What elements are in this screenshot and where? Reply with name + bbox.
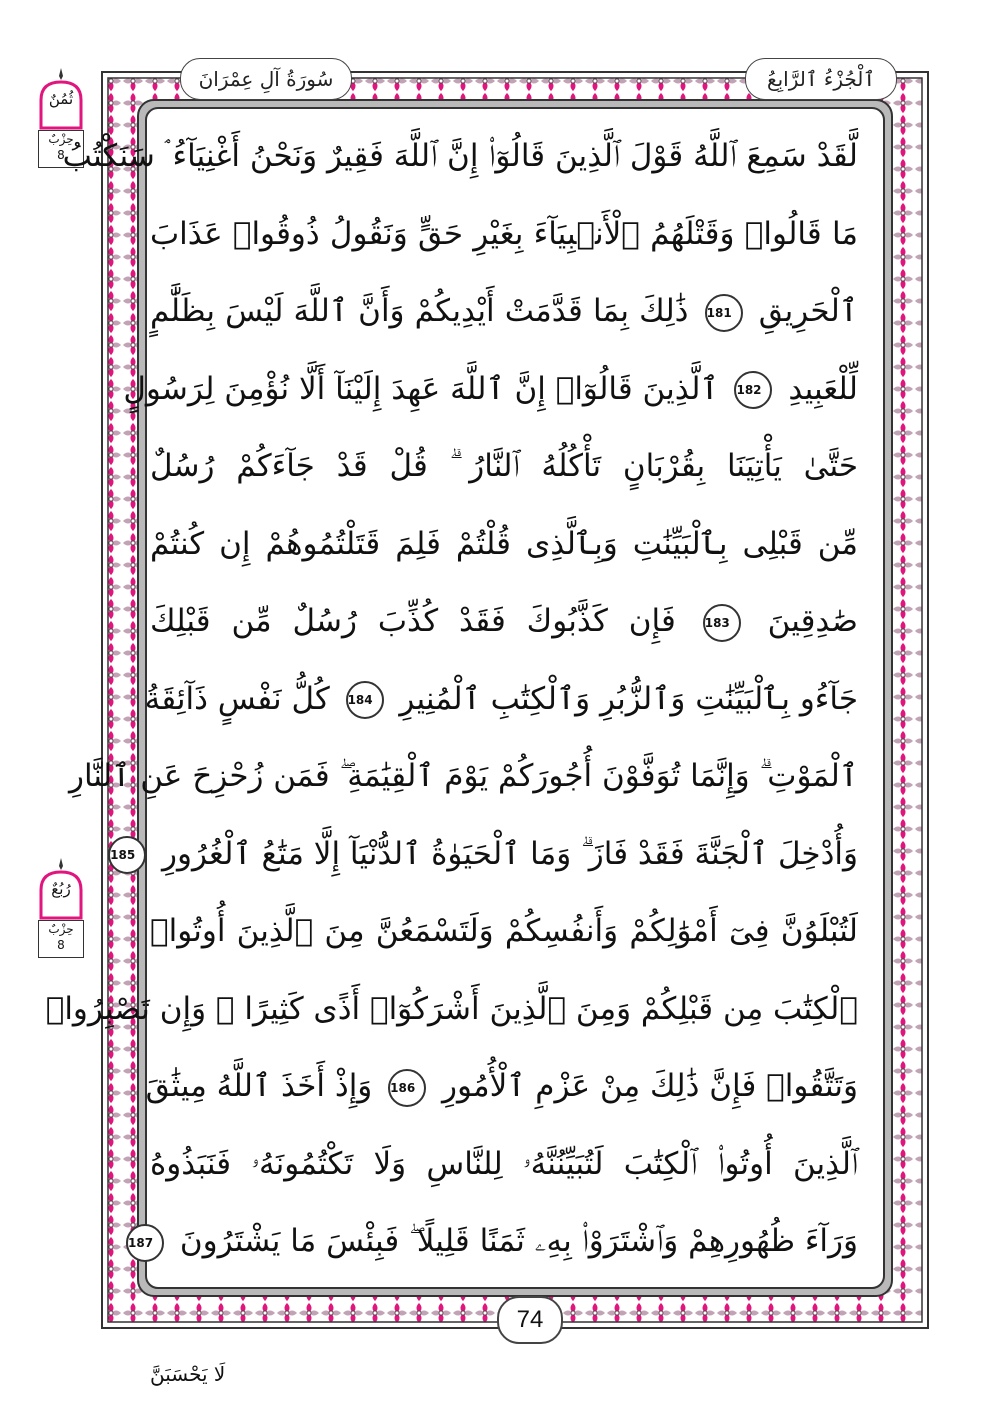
hizb-number: 8 <box>57 938 65 952</box>
marker-label: ثُمُنٌ <box>48 90 74 108</box>
text-line <box>69 738 858 814</box>
catchword: لَا يَحْسَبَنَّ <box>150 1362 226 1386</box>
juz-header: ٱلْجُزْءُ ٱلرَّابِعُ <box>745 58 897 100</box>
text-line <box>123 351 858 427</box>
verse-text: ٱلَّذِينَ أُوتُوا۟ ٱلْكِتَٰبَ لَتُبَيِّنُنَّهُۥ لِلنَّاسِ وَلَا تَكْتُمُونَهُۥ فَنَبَذُوهُ <box>150 1145 858 1182</box>
text-line <box>62 118 858 194</box>
text-line <box>150 273 858 349</box>
text-line <box>128 1203 858 1279</box>
verse-text: لِّلْعَبِيدِ <box>788 370 858 407</box>
text-line <box>150 428 858 504</box>
verse-text: مِّن قَبْلِى بِٱلْبَيِّنَٰتِ وَبِٱلَّذِى قُلْتُمْ فَلِمَ قَتَلْتُمُوهُمْ إِن كُنتُمْ <box>150 525 858 562</box>
surah-header: سُورَةُ آلِ عِمْرَانَ <box>180 58 352 100</box>
verse-text: لَتُبْلَوُنَّ فِىٓ أَمْوَٰلِكُمْ وَأَنفُسِكُمْ وَلَتَسْمَعُنَّ مِنَ ٱلَّذِينَ أُوتُوا۟ <box>150 913 858 949</box>
verse-text: ٱلْكِتَٰبَ مِن قَبْلِكُمْ وَمِنَ ٱلَّذِينَ أَشْرَكُوٓا۟ أَذًى كَثِيرًا ۚ وَإِن تَصْبِرُوا۟ <box>45 990 858 1027</box>
hizb-marker-rub <box>36 858 86 958</box>
ayah-number-marker: 185 <box>108 836 146 874</box>
verse-text: وَأُدْخِلَ ٱلْجَنَّةَ فَقَدْ فَازَ ۗ وَمَا ٱلْحَيَوٰةُ ٱلدُّنْيَآ إِلَّا مَتَٰعُ ٱلْغُرُورِ <box>162 835 858 872</box>
text-line <box>150 196 858 272</box>
verse-text: ذَٰلِكَ بِمَا قَدَّمَتْ أَيْدِيكُمْ وَأَنَّ ٱللَّهَ لَيْسَ بِظَلَّٰمٍ <box>150 293 689 329</box>
hizb-box <box>38 920 84 958</box>
verse-text: جَآءُو بِٱلْبَيِّنَٰتِ وَٱلزُّبُرِ وَٱلْكِتَٰبِ ٱلْمُنِيرِ <box>399 680 858 717</box>
ayah-number-marker: 182 <box>734 371 772 409</box>
verse-text: وَرَآءَ ظُهُورِهِمْ وَٱشْتَرَوْا۟ بِهِۦ ثَمَنًا قَلِيلًا ۖ فَبِئْسَ مَا يَشْتَرُونَ <box>179 1223 858 1259</box>
verse-text: ٱلْمَوْتِ ۗ وَإِنَّمَا تُوَفَّوْنَ أُجُورَكُمْ يَوْمَ ٱلْقِيَٰمَةِ ۖ فَمَن زُحْزِحَ عَنِ ٱلنَّارِ <box>69 758 858 794</box>
verse-text: وَتَتَّقُوا۟ فَإِنَّ ذَٰلِكَ مِنْ عَزْمِ ٱلْأُمُورِ <box>442 1068 858 1104</box>
hizb-label: حِزْبٌ <box>48 132 74 146</box>
ayah-number-marker: 186 <box>388 1069 426 1107</box>
verse-text: صَٰدِقِينَ <box>767 603 858 639</box>
marker-label: رُبُعٌ <box>51 880 71 898</box>
verse-text: فَإِن كَذَّبُوكَ فَقَدْ كُذِّبَ رُسُلٌ مِّن قَبْلِكَ <box>150 603 676 639</box>
verse-text: كُلُّ نَفْسٍ ذَآئِقَةُ <box>144 680 330 717</box>
text-line <box>144 661 858 737</box>
verse-text: حَتَّىٰ يَأْتِيَنَا بِقُرْبَانٍ تَأْكُلُهُ ٱلنَّارُ ۗ قُلْ قَدْ جَآءَكُمْ رُسُلٌ <box>150 448 858 484</box>
text-line <box>150 1126 858 1202</box>
verse-text: مَا قَالُوا۟ وَقَتْلَهُمُ ٱلْأَنۢبِيَآءَ بِغَيْرِ حَقٍّ وَنَقُولُ ذُوقُوا۟ عَذَابَ <box>150 215 858 252</box>
page-number: 74 <box>497 1296 563 1344</box>
ayah-number-marker: 184 <box>346 681 384 719</box>
verse-text: ٱلَّذِينَ قَالُوٓا۟ إِنَّ ٱللَّهَ عَهِدَ إِلَيْنَآ أَلَّا نُؤْمِنَ لِرَسُولٍ <box>123 370 719 407</box>
text-line <box>110 816 858 892</box>
hizb-label: حِزْبٌ <box>48 922 74 936</box>
ayah-number-marker: 181 <box>705 294 743 332</box>
text-line <box>45 971 858 1047</box>
hizb-number: 8 <box>57 148 65 162</box>
ayah-number-marker: 183 <box>703 604 741 642</box>
ayah-number-marker: 187 <box>126 1224 164 1262</box>
text-line <box>150 583 858 659</box>
verse-text: ٱلْحَرِيقِ <box>758 293 858 329</box>
verse-text: وَإِذْ أَخَذَ ٱللَّهُ مِيثَٰقَ <box>145 1068 373 1104</box>
text-line <box>150 893 858 969</box>
verse-text: لَّقَدْ سَمِعَ ٱللَّهُ قَوْلَ ٱلَّذِينَ قَالُوٓا۟ إِنَّ ٱللَّهَ فَقِيرٌ وَنَحْنُ أَغْنِيَآءُ ۘ سَنَكْتُبُ <box>62 138 858 174</box>
text-line <box>150 506 858 582</box>
text-line <box>145 1048 858 1124</box>
